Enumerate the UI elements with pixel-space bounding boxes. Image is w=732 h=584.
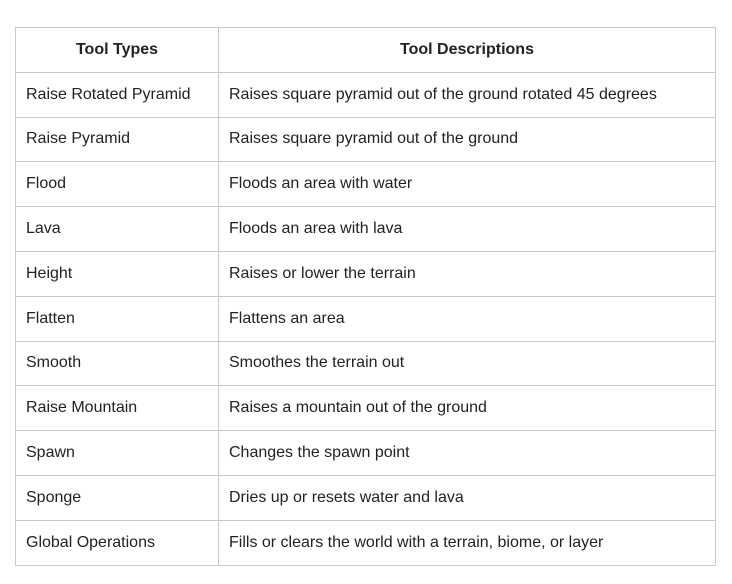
tool-type-cell: Smooth <box>16 341 219 386</box>
tool-description-cell: Smoothes the terrain out <box>219 341 716 386</box>
tool-type-cell: Global Operations <box>16 520 219 565</box>
tool-description-cell: Raises a mountain out of the ground <box>219 386 716 431</box>
table-row <box>16 431 716 476</box>
tool-type-cell: Sponge <box>16 475 219 520</box>
table-row <box>16 72 716 117</box>
table-row <box>16 520 716 565</box>
table-row <box>16 162 716 207</box>
tool-type-cell: Flood <box>16 162 219 207</box>
table-row <box>16 207 716 252</box>
table-row <box>16 251 716 296</box>
tool-type-cell: Flatten <box>16 296 219 341</box>
tool-description-cell: Raises square pyramid out of the ground rotated 45 degrees <box>219 72 716 117</box>
table-row <box>16 386 716 431</box>
tool-description-cell: Flattens an area <box>219 296 716 341</box>
header-tool-descriptions: Tool Descriptions <box>219 28 716 73</box>
header-tool-types: Tool Types <box>16 28 219 73</box>
tool-type-cell: Height <box>16 251 219 296</box>
table-header-row <box>16 28 716 73</box>
tool-type-cell: Raise Mountain <box>16 386 219 431</box>
tool-description-cell: Changes the spawn point <box>219 431 716 476</box>
table-row <box>16 341 716 386</box>
tool-description-cell: Raises square pyramid out of the ground <box>219 117 716 162</box>
tool-description-cell: Fills or clears the world with a terrain, biome, or layer <box>219 520 716 565</box>
tool-type-cell: Lava <box>16 207 219 252</box>
tool-type-cell: Spawn <box>16 431 219 476</box>
tool-table <box>15 27 716 566</box>
tool-description-cell: Floods an area with lava <box>219 207 716 252</box>
tool-type-cell: Raise Rotated Pyramid <box>16 72 219 117</box>
table-row <box>16 117 716 162</box>
table-row <box>16 296 716 341</box>
tool-type-cell: Raise Pyramid <box>16 117 219 162</box>
table-row <box>16 475 716 520</box>
tool-description-cell: Floods an area with water <box>219 162 716 207</box>
tool-description-cell: Dries up or resets water and lava <box>219 475 716 520</box>
tool-description-cell: Raises or lower the terrain <box>219 251 716 296</box>
